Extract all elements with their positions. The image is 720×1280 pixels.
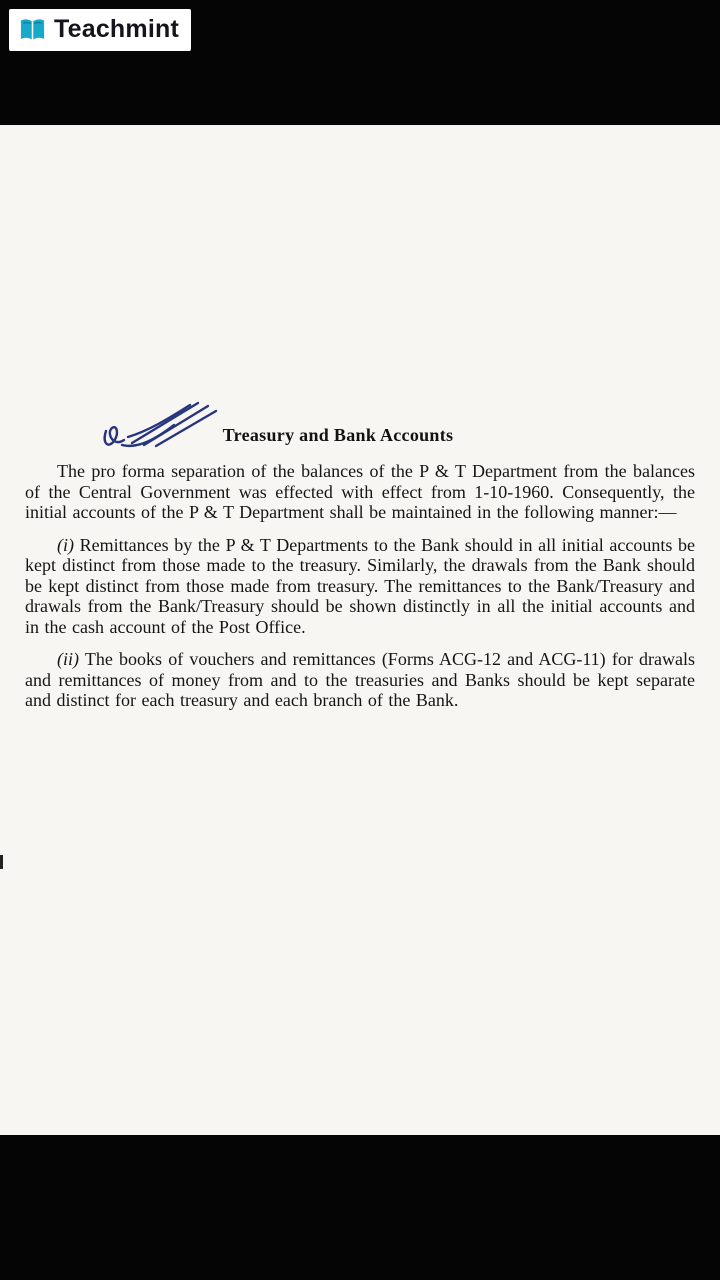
scan-artifact	[0, 855, 3, 869]
paragraph-text: Remittances by the P & T Departments to the Bank should in all initial accounts be kept distinct from those made to the treasury. Similarly, the drawals from the Bank should be kept distinct from those made from treasury. The remittances to the Bank/Treasury and drawals from the Bank/Treasury should be shown distinctly in all the initial accounts and in the cash account of the Post Office.	[25, 534, 695, 637]
paragraph-marker: (i)	[57, 534, 74, 555]
page-title: Treasury and Bank Accounts	[222, 425, 454, 445]
paragraph-text: The pro forma separation of the balances of the P & T Department from the balances of the Central Government was effected with effect from 1-10-1960. Consequently, the initial accounts of the P & T Department shall be maintained in the following manner:—	[25, 461, 695, 522]
book-icon	[19, 17, 46, 44]
bottom-bar	[0, 1135, 720, 1280]
paragraph-intro	[25, 461, 695, 523]
document-content	[0, 125, 720, 711]
paragraph-item-i	[25, 535, 695, 638]
paragraph-marker: (ii)	[57, 649, 79, 669]
document-title-row	[3, 425, 673, 451]
document-page	[0, 125, 720, 1135]
paragraph-item-ii	[25, 649, 695, 711]
top-app-bar	[0, 0, 720, 125]
logo-wordmark: Teachmint	[54, 14, 179, 43]
paragraph-text: The books of vouchers and remittances (Forms ACG-12 and ACG-11) for drawals and remittances of money from and to the treasuries and Banks should be kept separate and distinct for each treasury and each branch of the Bank.	[25, 649, 695, 710]
pen-scribble-mark	[98, 393, 228, 455]
teachmint-logo	[9, 9, 191, 51]
